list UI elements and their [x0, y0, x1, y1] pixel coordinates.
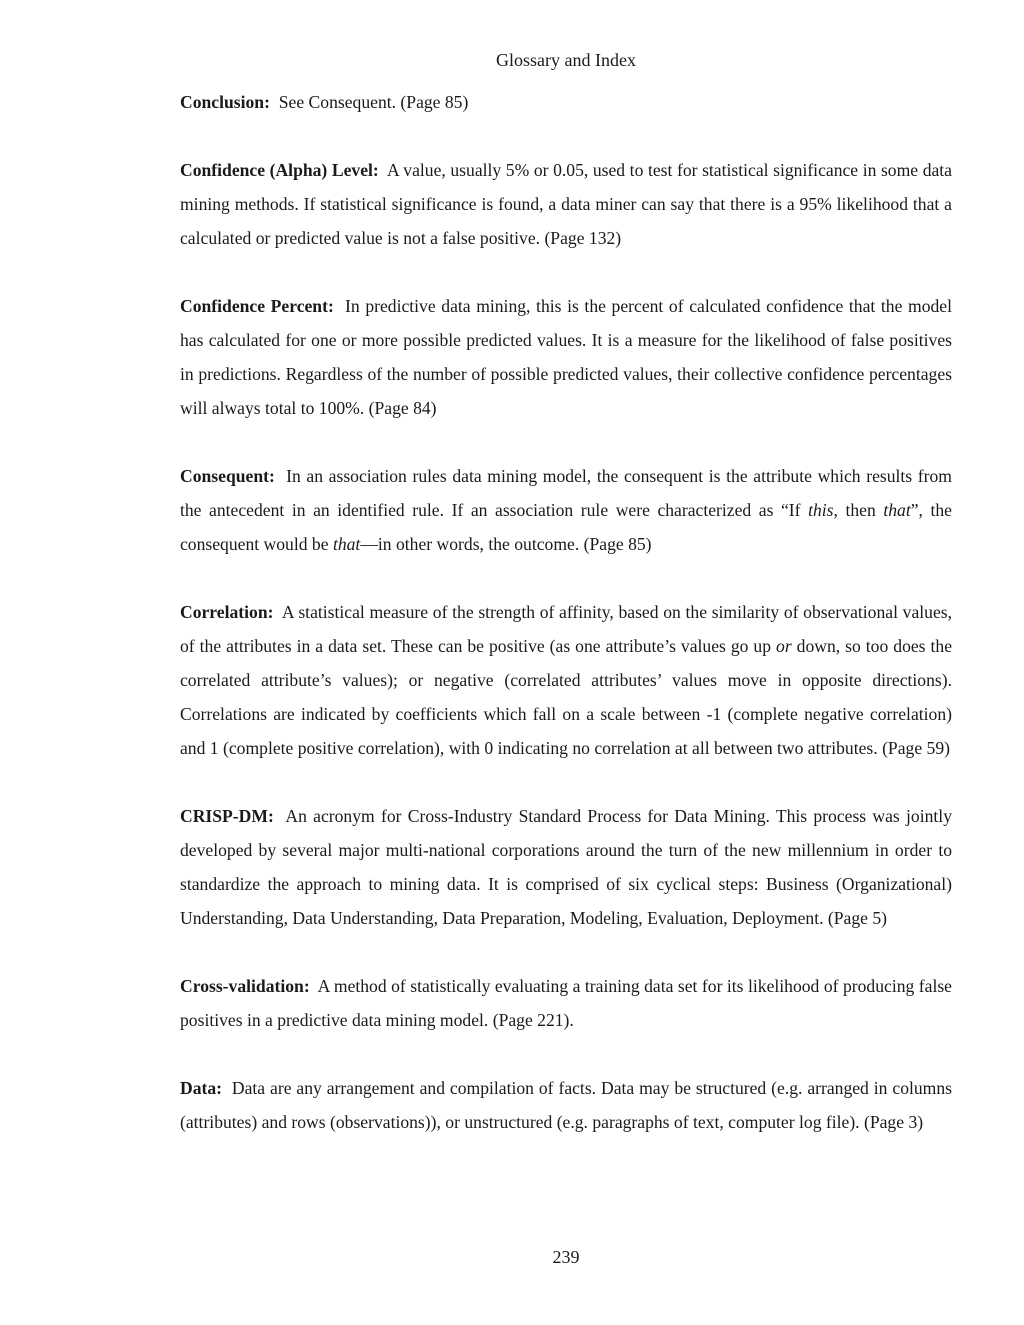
- glossary-entry-conclusion: [180, 85, 952, 119]
- glossary-entry-data: [180, 1071, 952, 1139]
- entry-term: Consequent:: [180, 466, 275, 486]
- entry-definition: A method of statistically evaluating a training data set for its likelihood of producing false positives in a predictive data mining model. (Page 221).: [180, 976, 952, 1030]
- entry-emphasis: that: [883, 500, 911, 520]
- entry-emphasis: that: [332, 534, 361, 554]
- entry-emphasis: or: [776, 636, 792, 656]
- page-number: 239: [552, 1247, 580, 1267]
- glossary-entry-confidence-alpha-level: [180, 153, 952, 255]
- entry-definition: —in other words, the outcome. (Page 85): [360, 534, 652, 554]
- entry-term: CRISP-DM:: [180, 806, 274, 826]
- entry-term: Confidence (Alpha) Level:: [180, 160, 379, 180]
- entry-term: Correlation:: [180, 602, 274, 622]
- entry-definition: ”, the consequent would be: [180, 500, 952, 554]
- entry-definition: Data are any arrangement and compilation of facts. Data may be structured (e.g. arranged in columns (attributes) and rows (observations)), or unstructured (e.g. paragraphs of text, computer log file). (Page 3): [180, 1078, 953, 1132]
- glossary-entry-crisp-dm: [180, 799, 952, 935]
- entry-definition: In predictive data mining, this is the percent of calculated confidence that the model has calculated for one or more possible predicted values. It is a measure for the likelihood of false positives in predictions. Regardless of the number of possible predicted values, their collective confidence percentages will always total to 100%. (Page 84): [180, 296, 952, 418]
- entry-term: Conclusion:: [180, 92, 270, 112]
- entry-definition: , then: [833, 500, 884, 520]
- entry-emphasis: this: [808, 500, 834, 520]
- glossary-entries: [180, 85, 952, 1173]
- entry-term: Cross-validation:: [180, 976, 310, 996]
- glossary-entry-cross-validation: [180, 969, 952, 1037]
- entry-definition: A value, usually 5% or 0.05, used to test for statistical significance in some data mining methods. If statistical significance is found, a data miner can say that there is a 95% likelihood that a calculated or predicted value is not a false positive. (Page 132): [180, 160, 952, 248]
- running-header: Glossary and Index: [496, 50, 636, 70]
- entry-definition: In an association rules data mining model, the consequent is the attribute which results from the antecedent in an identified rule. If an association rule were characterized as “If: [180, 466, 952, 520]
- entry-term: Data:: [180, 1078, 223, 1098]
- entry-definition: A statistical measure of the strength of affinity, based on the similarity of observational values, of the attributes in a data set. These can be positive (as one attribute’s values go up: [180, 602, 952, 656]
- glossary-entry-correlation: [180, 595, 952, 765]
- entry-term: Confidence Percent:: [180, 296, 334, 316]
- entry-definition: See Consequent. (Page 85): [278, 92, 469, 112]
- glossary-entry-confidence-percent: [180, 289, 952, 425]
- glossary-entry-consequent: [180, 459, 952, 561]
- entry-definition: down, so too does the correlated attribute’s values); or negative (correlated attributes’ values move in opposite directions). Correlations are indicated by coefficients which fall on a scale between -1 (complete negative correlation) and 1 (complete positive correlation), with 0 indicating no correlation at all between two attributes. (Page 59): [180, 636, 953, 758]
- entry-definition: An acronym for Cross-Industry Standard Process for Data Mining. This process was jointly developed by several major multi-national corporations around the turn of the new millennium in order to standardize the approach to mining data. It is comprised of six cyclical steps: Business (Organizational) Understanding, Data Understanding, Data Preparation, Modeling, Evaluation, Deployment. (Page 5): [180, 806, 952, 928]
